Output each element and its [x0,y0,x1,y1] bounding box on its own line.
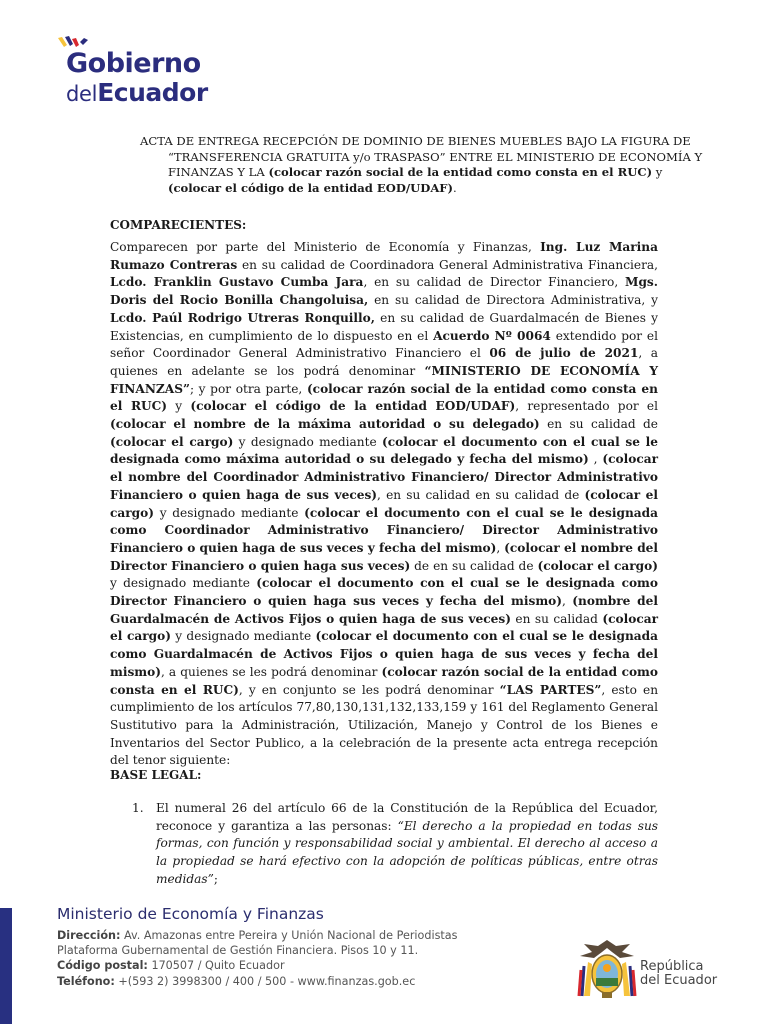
text-run: , [562,594,573,609]
footer-contact-info [57,928,458,989]
italic-quote: “El derecho a la propiedad en todas sus formas, con función y responsabilidad social y ambiental. El derecho al acceso a la propiedad se hará efectivo con la adopción de políticas públicas, entre otras medidas” [156,818,659,886]
bold-run: (colocar razón social de la entidad como consta en el RUC) [110,381,658,414]
bold-run: (colocar el nombre del Coordinador Administrativo Financiero/ Director Administrativo Financiero o quien haga de sus veces) [110,452,659,502]
text-run: extendido por el señor Coordinador General Administrativo Financiero el [110,328,658,361]
text-run: en su calidad [510,611,603,626]
footer-postal-code [57,958,458,973]
title-placeholder-ruc: (colocar razón social de la entidad como consta en el RUC) [268,165,653,180]
logo-text-del: del [66,82,98,106]
title-line-1: ACTA DE ENTREGA RECEPCIÓN DE DOMINIO DE BIENES MUEBLES BAJO LA FIGURA DE [140,134,691,148]
text-run: en su calidad de [539,417,658,432]
footer-address-line-2: Plataforma Gubernamental de Gestión Financiera. Pisos 10 y 11. [57,944,419,958]
bold-run: Mgs. Doris del Rocio Bonilla Changoluisa, [110,275,658,308]
bold-run: (colocar el documento con el cual se le designada como máxima autoridad o su delegado y fecha del mismo) [110,434,658,467]
text-run: y [167,399,191,414]
footer-value: +(593 2) 3998300 / 400 / 500 - www.finanzas.gob.ec [114,974,416,988]
title-line-2: “TRANSFERENCIA GRATUITA y/o TRASPASO” ENTRE EL MINISTERIO DE ECONOMÍA Y [168,149,703,164]
logo-text-gobierno: Gobierno [66,48,201,79]
republica-del-ecuador-wordmark [640,960,717,988]
list-item-number: 1. [132,801,144,815]
bold-run: (colocar razón social de la entidad como consta en el RUC) [110,664,659,697]
bold-run: (colocar el código de la entidad EOD/UDAF) [190,399,516,414]
bold-run: Ing. Luz Marina Rumazo Contreras [110,240,658,272]
document-title [140,134,703,196]
text-run: , representado por el [515,399,658,414]
bold-run: “LAS PARTES” [499,682,602,697]
bold-run: Lcdo. Franklin Gustavo Cumba Jara [110,275,364,290]
text-run: , y en conjunto se les podrá denominar [238,682,500,697]
text-run: Comparecen por parte del Ministerio de Economía y Finanzas, [110,240,541,254]
bold-run: Lcdo. Paúl Rodrigo Utreras Ronquillo, [110,310,375,325]
text-run: , esto en cumplimiento de los artículos 77,80,130,131,132,133,159 y 161 del Reglamento General Sustitutivo para la Administración, Utilización, Manejo y Control de los Bienes e Inventarios del Sector Publico, a la celebración de la presente acta entrega recepción del tenor siguiente: [110,682,659,768]
footer-value: Av. Amazonas entre Pereira y Unión Nacional de Periodistas [120,929,458,942]
comparecientes-paragraph [110,239,658,770]
title-line-4 [140,181,640,197]
footer-phone [57,974,458,989]
text-run: , a quienes se les podrá denominar [160,664,382,679]
text-run: en su calidad de Directora Administrativa, y [368,293,658,308]
bold-run: (colocar el cargo) [537,558,659,573]
title-line-3-text: FINANZAS Y LA [168,165,269,180]
gobierno-del-ecuador-logo [56,36,216,106]
wordmark-line-2: del Ecuador [640,973,718,988]
bold-run: (colocar el nombre del Director Financiero o quien haga sus veces) [110,540,659,573]
bold-run: (colocar el cargo) [110,611,658,644]
list-item-text [156,800,658,889]
footer-address-line-1 [57,928,458,943]
footer-accent-bar [0,908,12,1024]
bold-run: (colocar el documento con el cual se le designada como Coordinador Administrativo Financiero/ Director Administrativo Financiero o quien haga de sus veces y fecha del mismo) [110,505,659,555]
title-placeholder-code: (colocar el código de la entidad EOD/UDAF) [168,180,454,195]
text-run: ; y por otra parte, [189,381,307,396]
text-run: , [496,540,505,555]
text-run: , a quienes en adelante se los podrá denominar [110,346,658,378]
text-run: y designado mediante [110,576,257,591]
logo-text-ecuador: Ecuador [97,78,208,107]
bold-run: (nombre del Guardalmacén de Activos Fijos o quien haga de sus veces) [110,594,658,626]
footer-label: Dirección: [57,929,121,942]
footer-ministry-name: Ministerio de Economía y Finanzas [57,905,324,923]
footer-label: Teléfono: [57,974,115,988]
wordmark-line-1: República [640,959,704,974]
text-run: , en su calidad de Director Financiero, [363,275,625,290]
text-run: en su calidad de Guardalmacén de Bienes y Existencias, en cumplimiento de lo dispuesto en el [110,310,658,343]
section-heading-comparecientes: COMPARECIENTES: [110,218,247,232]
text-run: , [588,452,603,467]
text-run: ; [213,871,218,886]
bold-run: (colocar el documento con el cual se le designada como Director Financiero o quien haga sus veces y fecha del mismo) [110,576,659,609]
ecuador-coat-of-arms-icon [576,936,638,1002]
footer-value: 170507 / Quito Ecuador [147,959,285,973]
text-run: de en su calidad de [410,558,538,573]
bold-run: Acuerdo Nº 0064 [433,328,551,343]
bold-run: “MINISTERIO DE ECONOMÍA Y FINANZAS” [110,363,659,396]
text-run: y designado mediante [233,434,382,449]
bold-run: (colocar el documento con el cual se le designada como Guardalmacén de Activos Fijos o quien haga de sus veces y fecha del mismo) [110,629,658,679]
bold-run: (colocar el cargo) [110,487,658,520]
text-run: , en su calidad en su calidad de [377,487,585,502]
section-heading-base-legal: BASE LEGAL: [110,768,202,782]
text-run: y designado mediante [170,629,316,644]
bold-run: (colocar el cargo) [110,434,234,449]
title-line-3-end: y [652,165,663,180]
footer-label: Código postal: [57,959,148,973]
text-run: El numeral 26 del artículo 66 de la Constitución de la República del Ecuador, reconoce y garantiza a las personas: [156,801,658,833]
text-run: en su calidad de Coordinadora General Administrativa Financiera, [237,257,658,272]
bold-run: (colocar el nombre de la máxima autoridad o su delegado) [110,417,540,432]
logo-text-del-ecuador [66,78,208,109]
bold-run: 06 de julio de 2021 [489,346,639,361]
text-run: y designado mediante [154,505,305,520]
title-line-3 [140,165,663,181]
title-line-4-end: . [453,180,457,195]
